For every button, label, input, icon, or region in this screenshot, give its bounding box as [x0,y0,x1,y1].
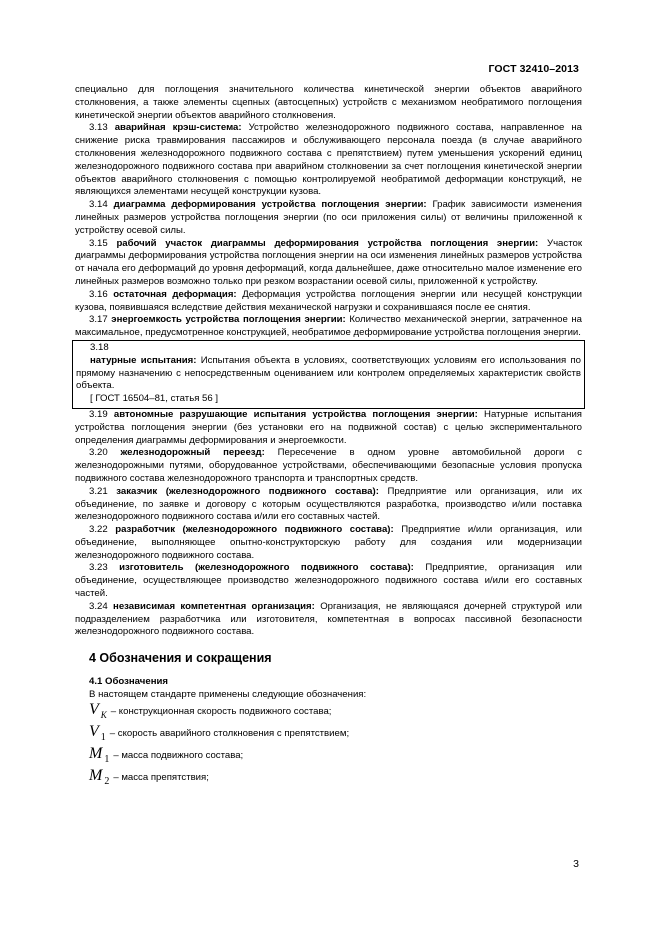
symbol-description: – конструкционная скорость подвижного состава; [110,705,332,717]
symbol-variable: V [89,700,99,718]
document-body [75,84,582,792]
definition-term: железнодорожный переезд: [120,447,265,459]
definition-text: Количество механической энергии, затраченное на максимальное, предусмотренное конструкцией, необратимое деформирование устройства поглощения энергии. [75,314,582,339]
symbol-description: – масса препятствия; [113,771,209,783]
definition-paragraph [75,199,582,237]
definition-number: 3.24 [89,600,108,612]
definition-paragraph [75,524,582,562]
definition-text: Деформация устройства поглощения энергии или несущей конструкции кузова, появившаяся вследствие действия механической нагрузки и сохранившаяся после ее снятия. [75,288,582,313]
definition-text: Пересечение в одном уровне автомобильной дороги с железнодорожными путями, оборудованное устройствами, обеспечивающими безопасные условия пропуска подвижного состава железнодорожного транспорта и транспортных средств. [75,447,582,484]
symbol-subscript: 1 [100,731,106,743]
definition-paragraph [75,289,582,315]
definition-number: 3.17 [89,314,108,326]
boxed-definition-reference: [ ГОСТ 16504–81, статья 56 ] [90,393,219,405]
symbol-entry [89,722,582,748]
definition-number: 3.20 [89,447,108,459]
definition-term: изготовитель (железнодорожного подвижного состава): [119,562,414,574]
definition-paragraph [75,238,582,289]
definition-text: Предприятие, организация или объединение, осуществляющее производство железнодорожного подвижного состава и/или его составных частей. [75,562,583,600]
definition-text: Устройство железнодорожного подвижного состава, направленное на снижение риска травмирования пассажиров и обслуживающего персонала поезда (в случае аварийного столкновения железнодорожного подвижного состава с препятствием) путем уменьшения ускорений единиц железнодорожного подвижного состава при аварийном столкновении за счет поглощения кинетической энергии объектов аварийного столкновения с помощью контролируемой необратимой деформации конструкций, не являющихся элементами несущей конструкции кузова. [75,122,582,198]
definition-number: 3.19 [89,408,108,420]
definition-paragraph [75,486,582,524]
definition-number: 3.14 [89,199,108,211]
symbol-description: – скорость аварийного столкновения с препятствием; [109,727,350,739]
definition-number: 3.15 [89,237,108,249]
definition-term: остаточная деформация: [113,288,237,300]
symbols-intro: В настоящем стандарте применены следующие обозначения: [89,688,367,700]
boxed-definition-term: натурные испытания: [90,354,197,366]
symbol-variable: M [89,744,103,762]
definition-text: Предприятие и/или организация, или объединение, выполняющее опытно-конструкторскую работу для создания или модернизации железнодорожного подвижного состава. [75,524,582,561]
boxed-definition-body [76,355,581,393]
page-number: 3 [573,858,579,870]
definition-term: аварийная крэш-система: [114,122,242,134]
definition-term: независимая компетентная организация: [113,600,315,612]
document-id-header: ГОСТ 32410–2013 [488,63,579,75]
definition-paragraph [75,601,582,639]
symbols-list [75,700,582,792]
definition-number: 3.16 [89,288,108,300]
definition-text: График зависимости изменения линейных размеров устройства поглощения энергии (по оси приложения силы) от величины приложенной к устройству осевой силы. [75,199,582,236]
definition-term: разработчик (железнодорожного подвижного состава): [115,524,394,536]
definitions-list-continued [75,409,582,639]
definition-paragraph [75,84,582,122]
symbol-variable: M [89,766,103,784]
boxed-definition-text: Испытания объекта в условиях, соответствующих условиям его использования по прямому назначению с непосредственным оцениванием или контролем определяемых характеристик свойств объекта. [76,354,581,392]
definition-text: Участок диаграммы деформирования устройства поглощения энергии на оси изменения линейных размеров устройства от начала его деформаций до уровня деформаций, когда дальнейшее, даже относительно малое изменение его линейных размеров возможно только при резком возрастании осевой силы, приложенной к устройству. [75,237,583,287]
definition-number: 3.13 [89,122,108,134]
definitions-list [75,84,582,340]
symbol-entry [89,766,582,792]
definition-term: диаграмма деформирования устройства поглощения энергии: [113,199,427,211]
symbol-subscript: K [100,709,107,720]
definition-text: Натурные испытания устройства поглощения энергии (без установки его на подвижной состав) с целью экспериментального определения диаграммы деформирования и энергоемкости. [75,408,583,446]
definition-paragraph [75,409,582,447]
definition-number: 3.23 [89,562,108,574]
definition-number: 3.22 [89,524,108,536]
boxed-definition [72,340,585,409]
symbol-variable: V [89,722,99,740]
definition-term: рабочий участок диаграммы деформирования устройства поглощения энергии: [116,237,539,249]
definition-paragraph [75,447,582,485]
symbol-entry [89,744,582,770]
section-title: 4 Обозначения и сокращения [89,651,272,666]
definition-number: 3.21 [89,485,108,497]
symbol-subscript: 2 [104,775,110,787]
symbol-subscript: 1 [104,753,110,765]
symbol-description: – масса подвижного состава; [113,749,244,761]
boxed-definition-number: 3.18 [90,341,109,353]
definition-term: заказчик (железнодорожного подвижного состава): [116,485,379,497]
definition-paragraph [75,562,582,600]
definition-text: Организация, не являющаяся дочерней структурой или подразделением разработчика или изготовителя, компетентная в вопросах пассивной безопасности железнодорожного подвижного состава. [75,600,582,638]
definition-paragraph [75,122,582,199]
definition-term: автономные разрушающие испытания устройства поглощения энергии: [113,408,478,420]
definition-paragraph [75,314,582,340]
definition-term: энергоемкость устройства поглощения энергии: [111,314,346,326]
definition-text: Предприятие или организация, или их объединение, по заявке и договору с которым осуществляются разработка, производство и/или поставка железнодорожного подвижного состава и/или его составных частей. [75,485,582,523]
symbol-entry [89,700,582,726]
definition-text: специально для поглощения значительного количества кинетической энергии объектов аварийного столкновения, а также элементы сцепных (автосцепных) устройств с механизмом необратимого поглощения кинетической энергии объектов аварийного столкновения. [75,84,582,121]
subsection-title: 4.1 Обозначения [89,676,168,688]
